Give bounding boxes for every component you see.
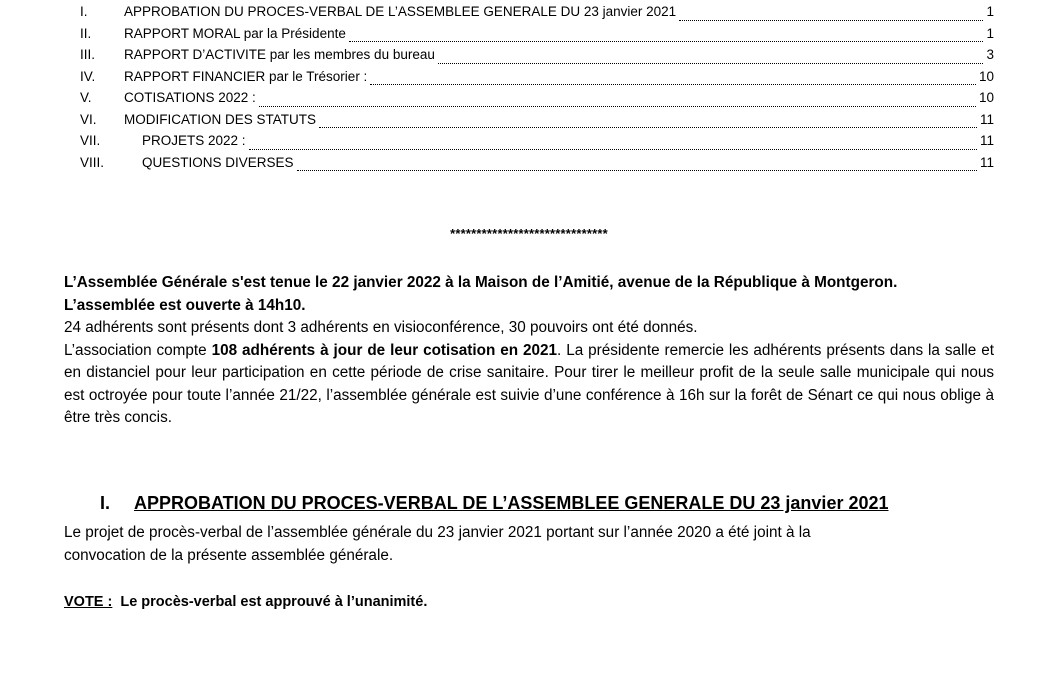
meeting-location: L’Assemblée Générale s'est tenue le 22 janvier 2022 à la Maison de l’Amitié, avenue de la République à Montgeron.: [64, 274, 898, 291]
toc-entry[interactable]: [80, 90, 994, 112]
vote-line: [64, 594, 427, 610]
paragraph-end: . La présidente remercie les adhérents présents dans la salle et en distanciel pour leur participation en cette période de crise sanitaire. Pour tirer le meilleur profit de la seule salle municipale qui nous est octroyée pour toute l’année 21/22, l’assemblée générale est suivie d’une conférence à 16h sur la forêt de Sénart ce qui nous oblige à être très concis.: [64, 341, 994, 426]
toc-number: IV.: [80, 68, 96, 84]
toc-number: VI.: [80, 111, 97, 127]
toc-leader: [249, 148, 977, 150]
paragraph-start: L’association compte: [64, 341, 212, 359]
toc-entry[interactable]: [80, 26, 994, 48]
toc-entry[interactable]: [80, 112, 994, 134]
toc-entry[interactable]: [80, 155, 994, 177]
toc-entry[interactable]: [80, 4, 994, 26]
intro-text: [64, 272, 994, 430]
toc-title: RAPPORT D’ACTIVITE par les membres du bureau: [124, 47, 435, 62]
toc-page-number: 1: [986, 4, 994, 19]
association-paragraph: [64, 340, 994, 430]
toc-number: VII.: [80, 133, 101, 148]
toc-title: COTISATIONS 2022 :: [124, 90, 256, 105]
toc-leader: [370, 83, 976, 85]
toc-title: APPROBATION DU PROCES-VERBAL DE L’ASSEMBLEE GENERALE DU 23 janvier 2021: [124, 4, 677, 19]
toc-title: RAPPORT MORAL par la Présidente: [124, 25, 346, 41]
toc-title: MODIFICATION DES STATUTS: [124, 111, 316, 127]
separator-stars: ******************************: [450, 226, 608, 241]
toc-title: PROJETS 2022 :: [142, 133, 246, 148]
toc-page-number: 10: [978, 90, 994, 105]
meeting-opening-time: L’assemblée est ouverte à 14h10.: [64, 296, 306, 314]
toc-page-number: 3: [986, 47, 994, 62]
toc-page-number: 11: [979, 111, 994, 127]
toc-leader: [349, 40, 984, 42]
vote-label: VOTE :: [64, 594, 113, 610]
toc-leader: [319, 126, 977, 128]
toc-title: QUESTIONS DIVERSES: [142, 154, 294, 170]
section-heading: [100, 493, 1000, 514]
toc-leader: [259, 105, 976, 107]
section-number: I.: [100, 493, 111, 513]
toc-page-number: 11: [979, 133, 994, 148]
toc-entry[interactable]: [80, 133, 994, 155]
section-body-line: Le projet de procès-verbal de l’assemblée générale du 23 janvier 2021 portant sur l’année 2020 a été joint à la: [64, 524, 811, 541]
vote-result: Le procès-verbal est approuvé à l’unanimité.: [120, 594, 428, 610]
toc-page-number: 1: [986, 25, 994, 41]
toc-page-number: 10: [978, 68, 994, 84]
toc-entry[interactable]: [80, 47, 994, 69]
toc-leader: [438, 62, 984, 64]
member-count: 108 adhérents à jour de leur cotisation en 2021: [211, 341, 558, 359]
section-body: [64, 522, 994, 567]
table-of-contents: [80, 4, 994, 176]
toc-leader: [679, 19, 983, 21]
toc-number: III.: [80, 47, 96, 62]
toc-title: RAPPORT FINANCIER par le Trésorier :: [124, 68, 368, 84]
section-title: APPROBATION DU PROCES-VERBAL DE L’ASSEMBLEE GENERALE DU 23 janvier 2021: [134, 493, 889, 513]
toc-entry[interactable]: [80, 69, 994, 91]
toc-page-number: 11: [979, 154, 994, 170]
toc-number: V.: [80, 90, 92, 105]
toc-leader: [297, 169, 977, 171]
toc-number: VIII.: [80, 154, 105, 170]
toc-number: II.: [80, 25, 92, 41]
attendance-line: 24 adhérents sont présents dont 3 adhérents en visioconférence, 30 pouvoirs ont été donnés.: [64, 319, 698, 336]
section-body-line: convocation de la présente assemblée générale.: [64, 546, 394, 564]
toc-number: I.: [80, 4, 88, 19]
